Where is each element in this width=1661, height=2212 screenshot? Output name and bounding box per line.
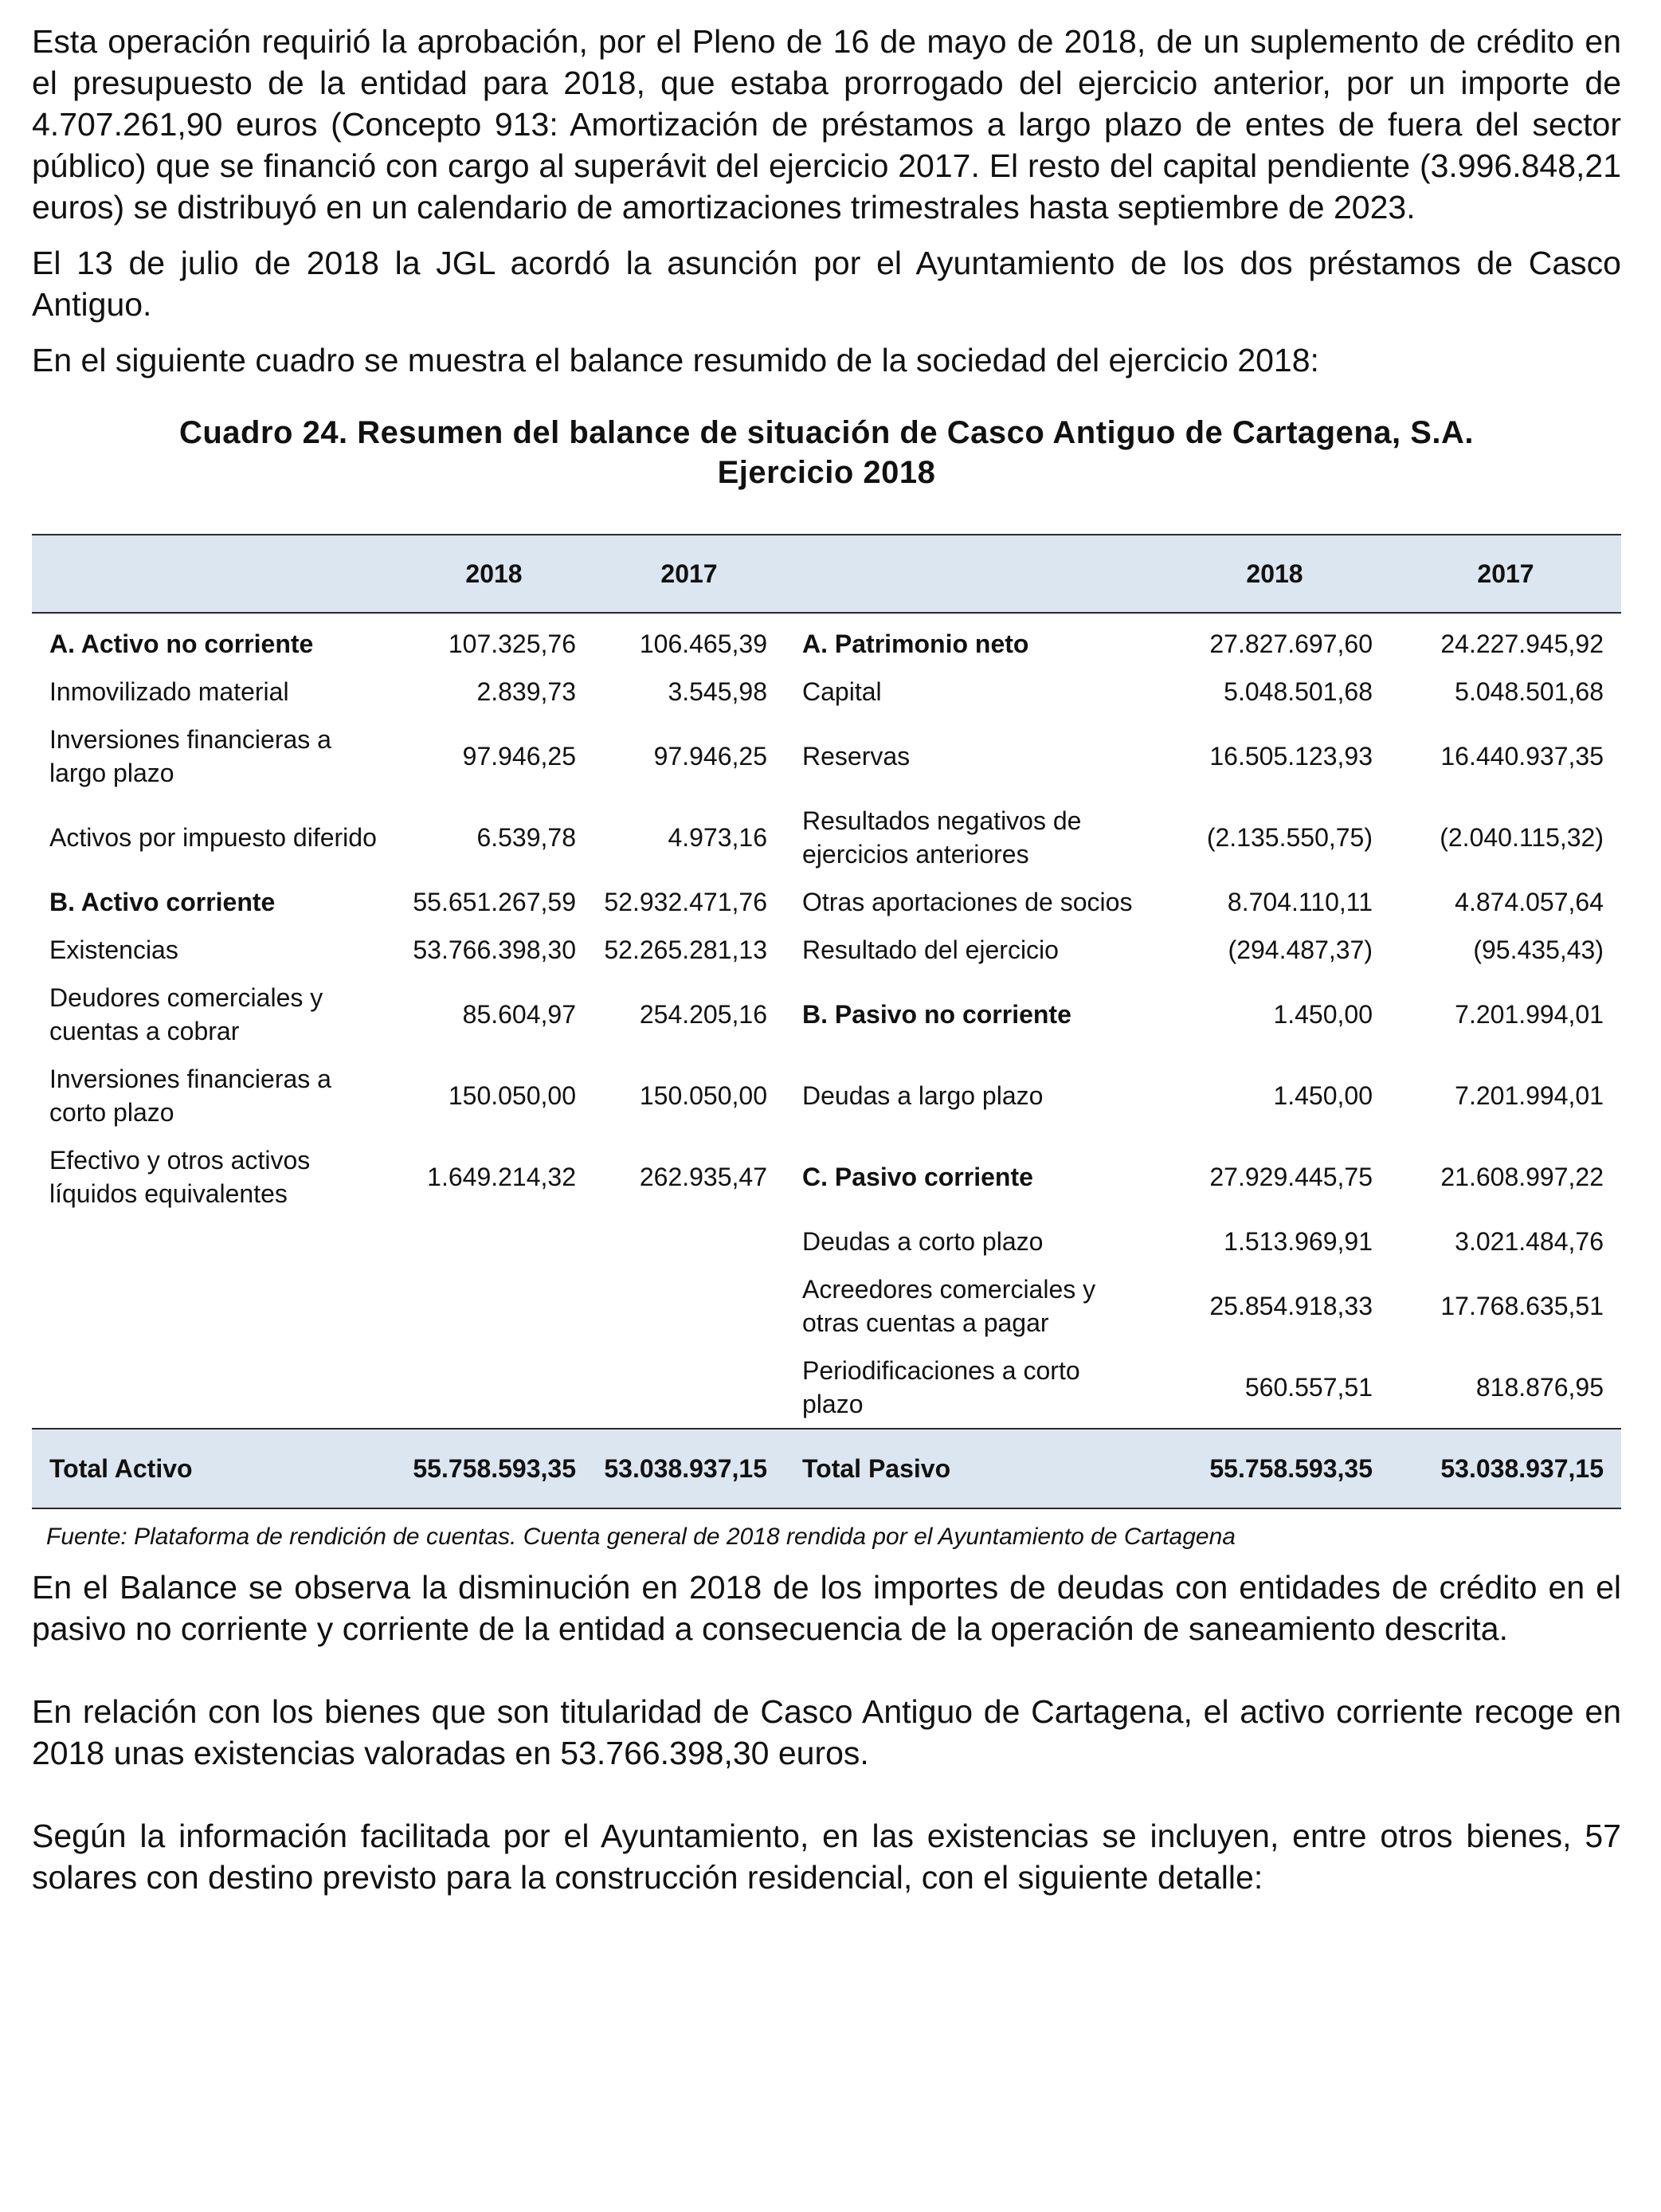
total-pasivo-label: Total Pasivo	[785, 1429, 1159, 1508]
row-label-left: Inversiones financieras a corto plazo	[49, 1065, 331, 1127]
table-source-note: Fuente: Plataforma de rendición de cuentas. Cuenta general de 2018 rendida por el Ayuntamiento de Cartagena	[46, 1524, 1236, 1550]
table-row	[32, 797, 1621, 878]
row-value: 262.935,47	[639, 1163, 767, 1191]
row-value: 52.932.471,76	[604, 888, 767, 916]
row-value: (95.435,43)	[1473, 935, 1604, 964]
row-label-right: Deudas a corto plazo	[802, 1227, 1044, 1256]
table-header-row	[32, 535, 1621, 613]
row-value: 1.450,00	[1273, 1000, 1373, 1029]
header-activo-2018: 2018	[394, 535, 593, 613]
header-activo-2017: 2017	[593, 535, 785, 613]
row-value	[394, 1265, 593, 1347]
row-label-left	[32, 1218, 394, 1265]
paragraph-intro-cuadro: En el siguiente cuadro se muestra el balance resumido de la sociedad del ejercicio 2018:	[32, 342, 1319, 378]
row-value	[394, 1347, 593, 1429]
row-value: 52.265.281,13	[604, 935, 767, 964]
row-value: 3.021.484,76	[1455, 1227, 1604, 1256]
balance-table	[32, 534, 1621, 1509]
table-totals-row	[32, 1429, 1621, 1508]
row-label-right: C. Pasivo corriente	[802, 1163, 1033, 1191]
paragraph-existencias: En relación con los bienes que son titularidad de Casco Antiguo de Cartagena, el activo corriente recoge en 2018 unas existencias valoradas en 53.766.398,30 euros.	[32, 1693, 1621, 1771]
row-label-right: Resultados negativos de ejercicios anteriores	[802, 806, 1082, 869]
row-value: 818.876,95	[1475, 1373, 1604, 1402]
row-value: 4.874.057,64	[1455, 888, 1604, 916]
row-value: 85.604,97	[462, 1000, 576, 1029]
table-row	[32, 716, 1621, 797]
table-caption	[32, 413, 1621, 492]
row-value: 107.325,76	[448, 629, 576, 658]
row-value	[593, 1265, 785, 1347]
row-label-right: Resultado del ejercicio	[802, 935, 1059, 964]
total-activo-2018: 55.758.593,35	[394, 1429, 593, 1508]
row-value	[593, 1347, 785, 1429]
paragraph-suplemento-credito: Esta operación requirió la aprobación, por el Pleno de 16 de mayo de 2018, de un suplemento de crédito en el presupuesto de la entidad para 2018, que estaba prorrogado del ejercicio anterior, por un importe de 4.707.261,90 euros (Concepto 913: Amortización de préstamos a largo plazo de entes de fuera del sector público) que se financió con cargo al superávit del ejercicio 2017. El resto del capital pendiente (3.996.848,21 euros) se distribuyó en un calendario de amortizaciones trimestrales hasta septiembre de 2023.	[32, 23, 1621, 226]
row-value: 1.513.969,91	[1224, 1227, 1373, 1256]
header-pasivo-2018: 2018	[1159, 535, 1390, 613]
row-label-right: Reservas	[802, 742, 911, 771]
row-value: 25.854.918,33	[1209, 1292, 1373, 1320]
row-value: 27.929.445,75	[1209, 1163, 1373, 1191]
table-row	[32, 926, 1621, 974]
row-label-left: Inversiones financieras a largo plazo	[49, 725, 331, 787]
row-label-left	[32, 1347, 394, 1429]
row-value: 21.608.997,22	[1440, 1163, 1604, 1191]
document-page	[32, 21, 1621, 1898]
row-value: 7.201.994,01	[1455, 1000, 1604, 1029]
table-row	[32, 668, 1621, 716]
row-value: 150.050,00	[448, 1081, 576, 1110]
row-label-left: Inmovilizado material	[49, 677, 289, 706]
table-caption-line2: Ejercicio 2018	[717, 455, 936, 490]
row-value: 150.050,00	[639, 1081, 767, 1110]
table-caption-line1: Cuadro 24. Resumen del balance de situación de Casco Antiguo de Cartagena, S.A.	[178, 415, 1475, 450]
row-value: 16.505.123,93	[1209, 742, 1373, 771]
row-value: 254.205,16	[639, 1000, 767, 1029]
row-value: (2.135.550,75)	[1206, 823, 1373, 852]
table-row	[32, 613, 1621, 668]
total-pasivo-2017: 53.038.937,15	[1390, 1429, 1621, 1508]
row-value	[593, 1218, 785, 1265]
row-value: 3.545,98	[668, 677, 767, 706]
row-label-left: Existencias	[49, 935, 178, 964]
total-activo-label: Total Activo	[32, 1429, 394, 1508]
row-value: 1.450,00	[1273, 1081, 1373, 1110]
total-pasivo-2018: 55.758.593,35	[1159, 1429, 1390, 1508]
row-label-left: Efectivo y otros activos líquidos equivalentes	[49, 1146, 311, 1208]
row-value: 106.465,39	[639, 629, 767, 658]
table-row	[32, 1136, 1621, 1218]
row-value: 5.048.501,68	[1455, 677, 1604, 706]
row-value: 7.201.994,01	[1455, 1081, 1604, 1110]
row-label-left: Activos por impuesto diferido	[49, 823, 377, 852]
row-value: 55.651.267,59	[413, 888, 576, 916]
row-value: 560.557,51	[1244, 1373, 1373, 1402]
row-value: 6.539,78	[476, 823, 576, 852]
row-value	[394, 1218, 593, 1265]
table-row	[32, 878, 1621, 926]
row-value: 97.946,25	[653, 742, 767, 771]
row-value: (294.487,37)	[1228, 935, 1373, 964]
row-value: 5.048.501,68	[1224, 677, 1373, 706]
paragraph-jgl-asuncion: El 13 de julio de 2018 la JGL acordó la asunción por el Ayuntamiento de los dos préstamos de Casco Antiguo.	[32, 245, 1621, 323]
row-value: (2.040.115,32)	[1440, 823, 1604, 852]
paragraph-observacion-balance: En el Balance se observa la disminución en 2018 de los importes de deudas con entidades de crédito en el pasivo no corriente y corriente de la entidad a consecuencia de la operación de saneamiento descrita.	[32, 1569, 1621, 1647]
row-value: 16.440.937,35	[1440, 742, 1604, 771]
row-label-left	[32, 1265, 394, 1347]
row-value: 17.768.635,51	[1440, 1292, 1604, 1320]
table-row	[32, 1218, 1621, 1265]
header-activo-label	[32, 535, 394, 613]
row-label-right: Periodificaciones a corto plazo	[802, 1356, 1080, 1418]
header-pasivo-2017: 2017	[1390, 535, 1621, 613]
row-label-left: B. Activo corriente	[49, 888, 276, 916]
row-label-right: Acreedores comerciales y otras cuentas a pagar	[802, 1275, 1096, 1337]
table-row	[32, 1055, 1621, 1136]
row-label-right: A. Patrimonio neto	[802, 629, 1029, 658]
row-label-left: A. Activo no corriente	[49, 629, 314, 658]
total-activo-2017: 53.038.937,15	[593, 1429, 785, 1508]
row-label-right: B. Pasivo no corriente	[802, 1000, 1071, 1029]
table-row	[32, 974, 1621, 1055]
row-label-right: Deudas a largo plazo	[802, 1081, 1044, 1110]
row-value: 24.227.945,92	[1440, 629, 1604, 658]
paragraph-solares: Según la información facilitada por el Ayuntamiento, en las existencias se incluyen, entre otros bienes, 57 solares con destino previsto para la construcción residencial, con el siguiente detalle:	[32, 1818, 1621, 1896]
row-label-left: Deudores comerciales y cuentas a cobrar	[49, 983, 323, 1045]
table-row	[32, 1265, 1621, 1347]
row-value: 27.827.697,60	[1209, 629, 1373, 658]
row-value: 2.839,73	[476, 677, 576, 706]
header-pasivo-label	[785, 535, 1159, 613]
row-value: 53.766.398,30	[413, 935, 576, 964]
table-row	[32, 1347, 1621, 1429]
row-value: 97.946,25	[462, 742, 576, 771]
row-value: 8.704.110,11	[1227, 888, 1373, 916]
row-label-right: Capital	[802, 677, 882, 706]
row-value: 4.973,16	[668, 823, 767, 852]
row-value: 1.649.214,32	[427, 1163, 576, 1191]
row-label-right: Otras aportaciones de socios	[802, 888, 1133, 916]
